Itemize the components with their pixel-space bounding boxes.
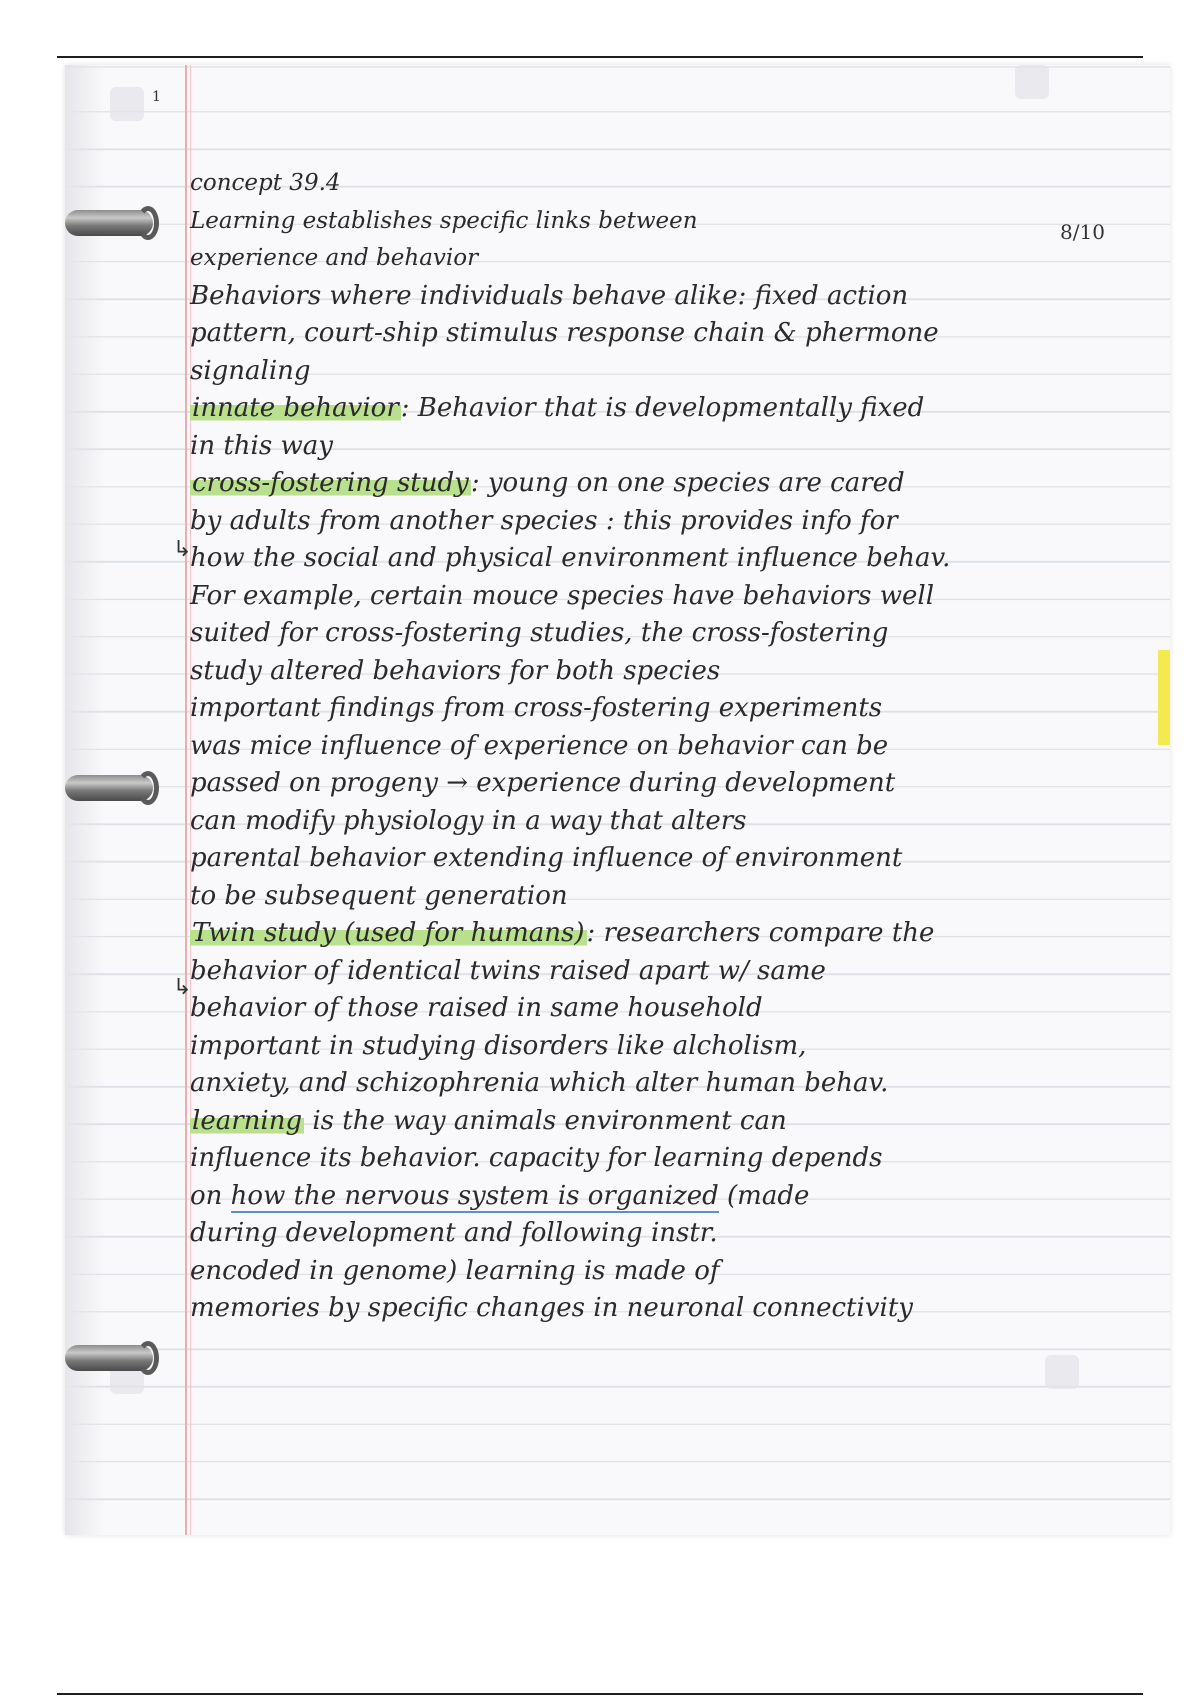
note-line: parental behavior extending influence of environment: [190, 843, 903, 873]
note-line: to be subsequent generation: [190, 880, 568, 911]
note-line: memories by specific changes in neuronal connectivity: [190, 1293, 913, 1323]
binder-ring: [65, 210, 153, 236]
note-line: encoded in genome) learning is made of: [190, 1255, 720, 1286]
notebook-page: [65, 65, 1170, 1535]
bottom-rule: [57, 1693, 1143, 1695]
note-line: by adults from another species : this provides info for: [190, 505, 898, 536]
handwritten-notes: [190, 165, 1150, 1328]
corner-mark: [1015, 65, 1049, 99]
note-line: [190, 1103, 1150, 1141]
concept-title: Learning establishes specific links between: [190, 207, 698, 234]
highlight-term: learning: [192, 1105, 303, 1136]
note-line: in this way: [190, 430, 333, 461]
note-line: [190, 915, 1150, 953]
note-line: important in studying disorders like alcholism,: [190, 1030, 807, 1061]
top-rule: [57, 56, 1143, 58]
concept-title-cont: experience and behavior: [190, 245, 479, 271]
note-line: can modify physiology in a way that alters: [190, 805, 747, 836]
definition-text: : researchers compare the: [586, 918, 935, 948]
highlight-term: innate behavior: [192, 393, 399, 423]
note-line: how the social and physical environment influence behav.: [190, 543, 951, 573]
binder-ring: [65, 1345, 153, 1371]
note-line: influence its behavior. capacity for learning depends: [190, 1143, 883, 1173]
curved-arrow-icon: ↳: [173, 537, 192, 562]
concept-heading: concept 39.4: [190, 170, 341, 196]
margin-line: [185, 65, 187, 1535]
note-line: [190, 1178, 1150, 1216]
corner-mark: [1045, 1355, 1079, 1389]
note-line: behavior of identical twins raised apart w/ same: [190, 955, 826, 986]
definition-text: is the way animals environment can: [304, 1105, 787, 1136]
note-line: [190, 390, 1150, 428]
binder-hole-mark: [110, 87, 144, 121]
note-line: behavior of those raised in same household: [190, 993, 763, 1023]
note-line: study altered behaviors for both species: [190, 655, 721, 686]
note-line: during development and following instr.: [190, 1218, 718, 1248]
highlight-term: cross-fostering study: [192, 468, 469, 498]
note-line: For example, certain mouce species have behaviors well: [190, 580, 935, 611]
note-line: [190, 465, 1150, 503]
note-line: passed on progeny → experience during development: [190, 768, 896, 798]
note-text: (made: [718, 1180, 810, 1211]
underlined-text: how the nervous system is organized: [230, 1180, 719, 1211]
binder-ring: [65, 775, 153, 801]
date: 8/10: [1060, 220, 1105, 244]
note-line: signaling: [190, 355, 311, 386]
note-line: Behaviors where individuals behave alike: fixed action: [190, 280, 909, 311]
note-line: anxiety, and schizophrenia which alter human behav.: [190, 1068, 889, 1098]
note-line: suited for cross-fostering studies, the cross-fostering: [190, 618, 889, 648]
note-line: pattern, court-ship stimulus response chain & phermone: [190, 318, 939, 348]
note-line: was mice influence of experience on behavior can be: [190, 730, 889, 761]
curved-arrow-icon: ↳: [173, 975, 192, 1000]
definition-text: : Behavior that is developmentally fixed: [400, 393, 925, 423]
note-text: on: [190, 1180, 231, 1211]
page-number: 1: [152, 89, 161, 105]
yellow-flag-tab: [1158, 650, 1170, 745]
highlight-term: Twin study (used for humans): [192, 918, 585, 948]
definition-text: : young on one species are cared: [470, 468, 905, 498]
note-line: important findings from cross-fostering experiments: [190, 693, 883, 723]
